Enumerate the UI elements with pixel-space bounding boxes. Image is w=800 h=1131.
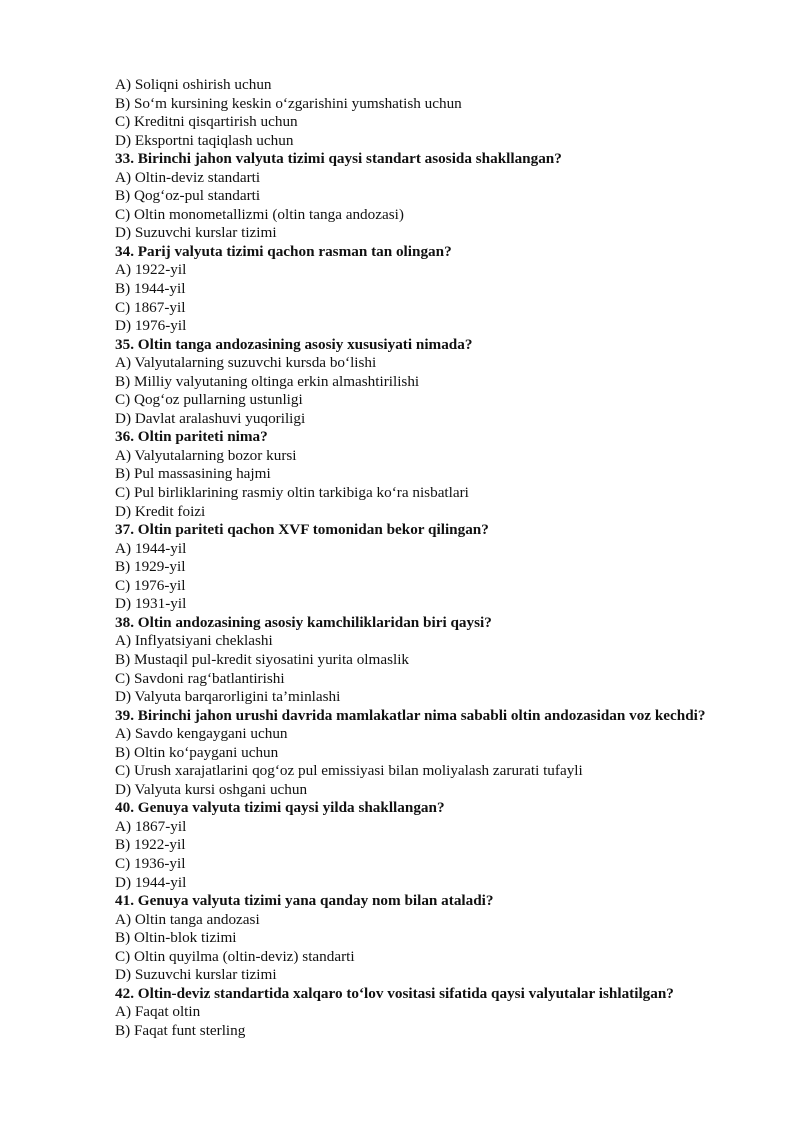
answer-option: D) Valyuta kursi oshgani uchun (115, 780, 308, 798)
answer-option: C) Pul birliklarining rasmiy oltin tarkibiga ko‘ra nisbatlari (115, 484, 469, 502)
answer-option: B) Pul massasining hajmi (115, 465, 271, 483)
question-heading: 36. Oltin pariteti nima? (115, 428, 268, 446)
answer-option: B) Oltin ko‘paygani uchun (115, 743, 279, 761)
answer-option: D) Kredit foizi (115, 502, 206, 520)
answer-option: D) 1944-yil (115, 873, 187, 891)
answer-option: B) Oltin-blok tizimi (115, 929, 237, 947)
answer-option: A) Oltin-deviz standarti (115, 168, 261, 186)
question-heading: 40. Genuya valyuta tizimi qaysi yilda shakllangan? (115, 799, 445, 817)
question-heading: 33. Birinchi jahon valyuta tizimi qaysi standart asosida shakllangan? (115, 150, 562, 168)
document-body (115, 76, 775, 1040)
answer-option: D) Suzuvchi kurslar tizimi (115, 224, 277, 242)
answer-option: B) So‘m kursining keskin o‘zgarishini yumshatish uchun (115, 94, 462, 112)
answer-option: C) 1936-yil (115, 854, 186, 872)
question-heading: 38. Oltin andozasining asosiy kamchiliklaridan biri qaysi? (115, 613, 492, 631)
question-heading: 37. Oltin pariteti qachon XVF tomonidan bekor qilingan? (115, 521, 489, 539)
answer-option: B) Qog‘oz-pul standarti (115, 187, 261, 205)
answer-option: D) Davlat aralashuvi yuqoriligi (115, 409, 306, 427)
answer-option: A) Soliqni oshirish uchun (115, 76, 272, 93)
question-heading: 41. Genuya valyuta tizimi yana qanday nom bilan ataladi? (115, 892, 494, 910)
answer-option: D) 1931-yil (115, 595, 187, 613)
answer-option: B) 1922-yil (115, 836, 186, 854)
answer-option: C) Oltin quyilma (oltin-deviz) standarti (115, 947, 355, 965)
answer-option: C) 1867-yil (115, 298, 186, 316)
answer-option: A) 1922-yil (115, 261, 187, 279)
answer-option: C) Kreditni qisqartirish uchun (115, 113, 298, 131)
answer-option: C) Urush xarajatlarini qog‘oz pul emissiyasi bilan moliyalash zarurati tufayli (115, 762, 583, 780)
answer-option: A) Valyutalarning suzuvchi kursda bo‘lishi (115, 354, 377, 372)
answer-option: A) 1944-yil (115, 539, 187, 557)
answer-option: D) Eksportni taqiqlash uchun (115, 131, 294, 149)
answer-option: A) Savdo kengaygani uchun (115, 725, 288, 743)
answer-option: A) Valyutalarning bozor kursi (115, 446, 297, 464)
answer-option: B) Faqat funt sterling (115, 1021, 246, 1039)
question-heading: 42. Oltin-deviz standartida xalqaro to‘lov vositasi sifatida qaysi valyutalar ishlatilgan? (115, 984, 674, 1002)
question-heading: 34. Parij valyuta tizimi qachon rasman tan olingan? (115, 242, 452, 260)
answer-option: A) 1867-yil (115, 817, 187, 835)
question-heading: 39. Birinchi jahon urushi davrida mamlakatlar nima sababli oltin andozasidan voz kechdi? (115, 706, 706, 724)
answer-option: A) Oltin tanga andozasi (115, 910, 260, 928)
answer-option: A) Inflyatsiyani cheklashi (115, 632, 273, 650)
answer-option: B) Milliy valyutaning oltinga erkin almashtirilishi (115, 372, 420, 390)
answer-option: A) Faqat oltin (115, 1003, 201, 1021)
answer-option: C) Savdoni rag‘batlantirishi (115, 669, 285, 687)
answer-option: C) Oltin monometallizmi (oltin tanga andozasi) (115, 205, 404, 223)
answer-option: D) Suzuvchi kurslar tizimi (115, 966, 277, 984)
answer-option: B) 1944-yil (115, 280, 186, 298)
answer-option: C) 1976-yil (115, 576, 186, 594)
question-heading: 35. Oltin tanga andozasining asosiy xususiyati nimada? (115, 335, 473, 353)
answer-option: B) Mustaqil pul-kredit siyosatini yurita olmaslik (115, 650, 410, 668)
answer-option: B) 1929-yil (115, 558, 186, 576)
answer-option: D) Valyuta barqarorligini ta’minlashi (115, 688, 341, 706)
answer-option: D) 1976-yil (115, 317, 187, 335)
answer-option: C) Qog‘oz pullarning ustunligi (115, 391, 303, 409)
